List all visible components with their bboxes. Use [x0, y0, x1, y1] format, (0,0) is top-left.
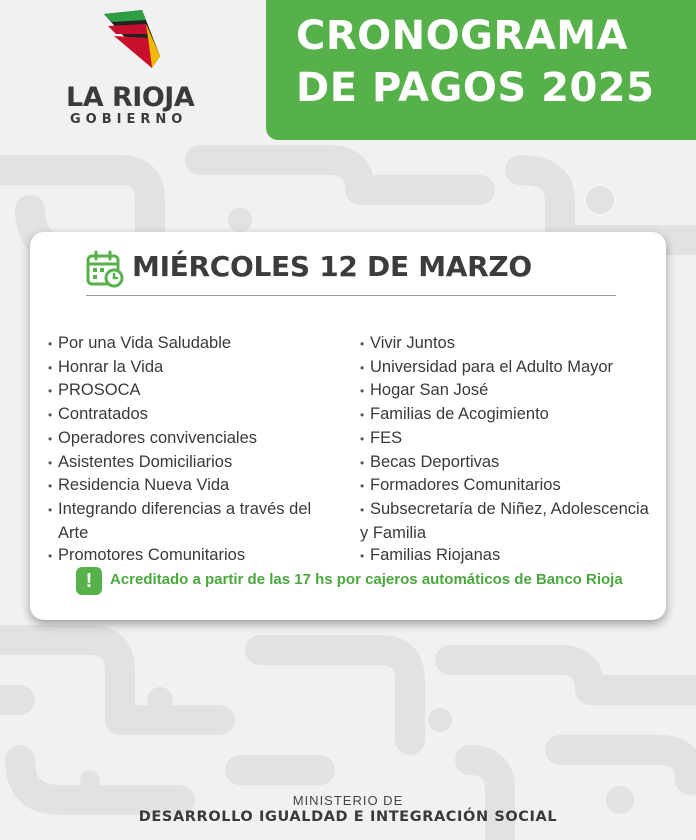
list-item: • Operadores convivenciales — [48, 428, 258, 447]
exclamation-icon: ! — [76, 567, 102, 595]
ministry-label: MINISTERIO DE — [292, 793, 404, 808]
list-item: • Becas Deportivas — [360, 452, 500, 471]
la-rioja-emblem-icon — [102, 8, 164, 70]
list-item: • Contratados — [48, 405, 148, 424]
list-item: • Residencia Nueva Vida — [48, 476, 230, 495]
list-item: • Familias de Acogimiento — [360, 405, 549, 424]
list-item: • Por una Vida Saludable — [48, 334, 232, 352]
list-item-continuation: Arte — [58, 523, 89, 542]
list-item: • Vivir Juntos — [360, 334, 455, 352]
list-item: • Asistentes Domiciliarios — [48, 452, 233, 471]
list-item: • Hogar San José — [360, 381, 489, 400]
list-item-continuation: y Familia — [360, 523, 427, 542]
title-banner — [266, 0, 696, 140]
list-item: • FES — [360, 428, 403, 447]
calendar-clock-icon — [86, 250, 124, 288]
date-title: MIÉRCOLES 12 DE MARZO — [132, 250, 532, 283]
title-line-2: DE PAGOS 2025 — [296, 65, 655, 111]
schedule-card — [30, 232, 666, 620]
notice-text: Acreditado a partir de las 17 hs por cajeros automáticos de Banco Rioja — [110, 571, 623, 588]
la-rioja-logo — [62, 6, 222, 131]
list-item: • Honrar la Vida — [48, 357, 164, 376]
card-header — [86, 246, 646, 296]
list-item: • Formadores Comunitarios — [360, 476, 561, 495]
ministry-name: DESARROLLO IGUALDAD E INTEGRACIÓN SOCIAL — [138, 809, 558, 825]
title-line-1: CRONOGRAMA — [296, 13, 628, 59]
program-list-left — [48, 332, 348, 568]
list-item: • PROSOCA — [48, 381, 141, 400]
program-list-right — [360, 332, 660, 568]
list-item: • Universidad para el Adulto Mayor — [360, 357, 614, 376]
list-item: • Subsecretaría de Niñez, Adolescencia — [360, 499, 649, 518]
list-item: • Familias Riojanas — [360, 546, 501, 565]
list-item: • Integrando diferencias a través del — [48, 499, 312, 518]
logo-name: LA RIOJA — [66, 82, 195, 113]
logo-subtitle: GOBIERNO — [70, 112, 188, 127]
list-item: • Promotores Comunitarios — [48, 546, 246, 565]
payment-notice — [76, 567, 636, 593]
header-divider — [86, 295, 616, 296]
